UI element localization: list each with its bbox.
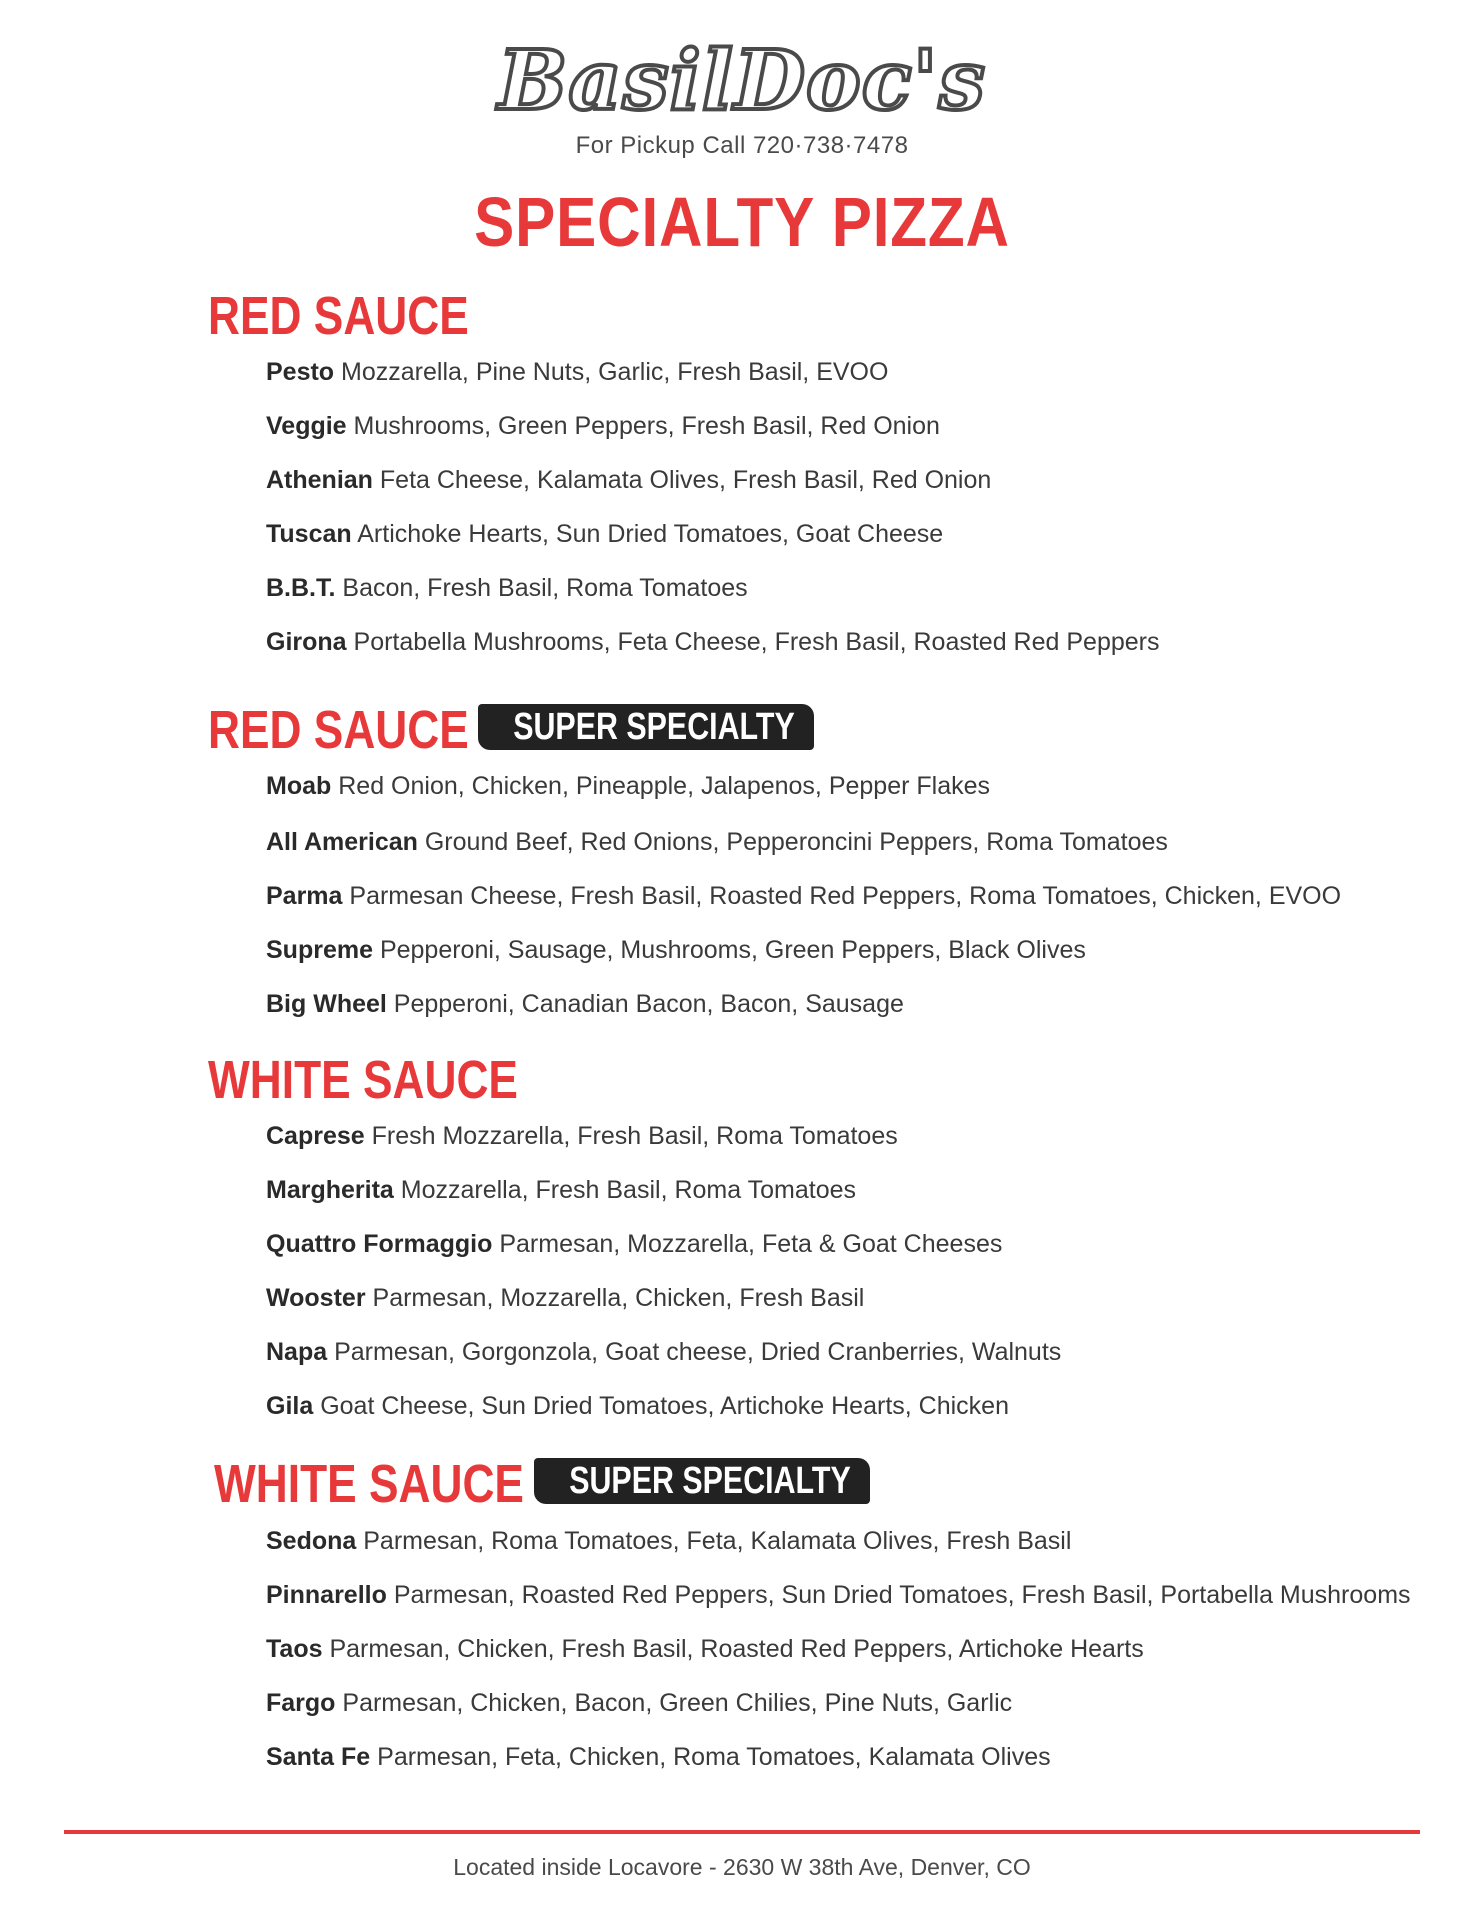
menu-item — [266, 626, 1159, 658]
menu-item — [266, 1120, 898, 1152]
menu-item-desc: Parmesan, Chicken, Fresh Basil, Roasted Red Peppers, Artichoke Hearts — [329, 1635, 1144, 1663]
menu-item — [266, 1525, 1071, 1557]
menu-item — [266, 988, 904, 1020]
menu-item — [266, 1633, 1144, 1665]
menu-item-name: Big Wheel — [266, 990, 387, 1018]
menu-item-desc: Ground Beef, Red Onions, Pepperoncini Peppers, Roma Tomatoes — [424, 828, 1168, 856]
section-title: WHITE SAUCE — [208, 1050, 518, 1110]
menu-item-name: Pinnarello — [266, 1581, 387, 1609]
menu-item — [266, 1579, 1411, 1611]
menu-item — [266, 356, 888, 388]
menu-item-desc: Bacon, Fresh Basil, Roma Tomatoes — [342, 574, 748, 602]
menu-item — [266, 410, 940, 442]
menu-item-name: Tuscan — [266, 520, 352, 548]
section-header-white-sauce — [208, 1050, 586, 1110]
menu-item-name: All American — [266, 828, 418, 856]
menu-item — [266, 1741, 1051, 1773]
page-title: SPECIALTY PIZZA — [474, 183, 1010, 261]
menu-item — [266, 1336, 1061, 1368]
menu-item — [266, 572, 748, 604]
menu-item — [266, 934, 1086, 966]
menu-item — [266, 1174, 856, 1206]
menu-item-desc: Pepperoni, Sausage, Mushrooms, Green Peppers, Black Olives — [379, 936, 1086, 964]
badge-label: SUPER SPECIALTY — [513, 706, 795, 748]
menu-item-name: Sedona — [266, 1527, 357, 1555]
menu-item — [266, 770, 990, 802]
menu-item-name: Gila — [266, 1392, 314, 1420]
footer-address: Located inside Locavore - 2630 W 38th Ave, Denver, CO — [453, 1854, 1031, 1880]
menu-item-name: Moab — [266, 772, 332, 800]
menu-item-desc: Parmesan, Feta, Chicken, Roma Tomatoes, Kalamata Olives — [377, 1743, 1051, 1771]
pickup-phone-line: For Pickup Call 720·738·7478 — [575, 132, 909, 159]
section-header-red-sauce — [208, 286, 526, 346]
menu-item-name: Santa Fe — [266, 1743, 371, 1771]
menu-item-desc: Mushrooms, Green Peppers, Fresh Basil, Red Onion — [353, 412, 940, 440]
menu-item-name: Margherita — [266, 1176, 394, 1204]
menu-item-desc: Pepperoni, Canadian Bacon, Bacon, Sausage — [393, 990, 904, 1018]
menu-item-name: Quattro Formaggio — [266, 1230, 493, 1258]
menu-item-name: Girona — [266, 628, 347, 656]
menu-item-desc: Fresh Mozzarella, Fresh Basil, Roma Tomatoes — [371, 1122, 898, 1150]
menu-item-desc: Red Onion, Chicken, Pineapple, Jalapenos, Pepper Flakes — [338, 772, 991, 800]
menu-item — [266, 1687, 1012, 1719]
menu-item-desc: Feta Cheese, Kalamata Olives, Fresh Basil, Red Onion — [379, 466, 992, 494]
menu-item — [266, 518, 943, 550]
menu-item-desc: Mozzarella, Fresh Basil, Roma Tomatoes — [400, 1176, 857, 1204]
menu-item-name: B.B.T. — [266, 574, 336, 602]
section-title: RED SAUCE — [208, 286, 469, 346]
menu-item — [266, 880, 1341, 912]
menu-item-name: Parma — [266, 882, 343, 910]
menu-item-desc: Parmesan, Roma Tomatoes, Feta, Kalamata Olives, Fresh Basil — [363, 1527, 1072, 1555]
menu-item-desc: Parmesan Cheese, Fresh Basil, Roasted Red Peppers, Roma Tomatoes, Chicken, EVOO — [349, 882, 1342, 910]
menu-item — [266, 826, 1168, 858]
super-specialty-badge — [478, 704, 814, 750]
section-title: WHITE SAUCE — [214, 1454, 524, 1514]
menu-item-name: Athenian — [266, 466, 373, 494]
menu-item-name: Wooster — [266, 1284, 366, 1312]
menu-item — [266, 1228, 1002, 1260]
footer-divider — [64, 1830, 1420, 1834]
section-title: RED SAUCE — [208, 700, 469, 760]
badge-label: SUPER SPECIALTY — [569, 1460, 851, 1502]
menu-item-desc: Portabella Mushrooms, Feta Cheese, Fresh Basil, Roasted Red Peppers — [353, 628, 1160, 656]
menu-item-name: Napa — [266, 1338, 328, 1366]
menu-item-desc: Goat Cheese, Sun Dried Tomatoes, Artichoke Hearts, Chicken — [320, 1392, 1009, 1420]
menu-item-name: Pesto — [266, 358, 335, 386]
menu-item-desc: Parmesan, Roasted Red Peppers, Sun Dried Tomatoes, Fresh Basil, Portabella Mushrooms — [393, 1581, 1411, 1609]
menu-item — [266, 1282, 864, 1314]
menu-item-name: Supreme — [266, 936, 373, 964]
menu-item-desc: Parmesan, Chicken, Bacon, Green Chilies, Pine Nuts, Garlic — [342, 1689, 1013, 1717]
menu-item-desc: Artichoke Hearts, Sun Dried Tomatoes, Goat Cheese — [357, 520, 944, 548]
menu-item-desc: Parmesan, Mozzarella, Chicken, Fresh Basil — [372, 1284, 865, 1312]
menu-item — [266, 464, 991, 496]
menu-item-desc: Parmesan, Mozzarella, Feta & Goat Cheeses — [499, 1230, 1003, 1258]
menu-item-name: Veggie — [266, 412, 347, 440]
menu-item-desc: Parmesan, Gorgonzola, Goat cheese, Dried Cranberries, Walnuts — [334, 1338, 1062, 1366]
super-specialty-badge — [534, 1458, 870, 1504]
menu-item-name: Caprese — [266, 1122, 365, 1150]
menu-item — [266, 1390, 1009, 1422]
menu-item-name: Fargo — [266, 1689, 336, 1717]
brand-logo: BasilDoc's — [498, 33, 986, 129]
menu-item-desc: Mozzarella, Pine Nuts, Garlic, Fresh Basil, EVOO — [341, 358, 889, 386]
menu-item-name: Taos — [266, 1635, 323, 1663]
